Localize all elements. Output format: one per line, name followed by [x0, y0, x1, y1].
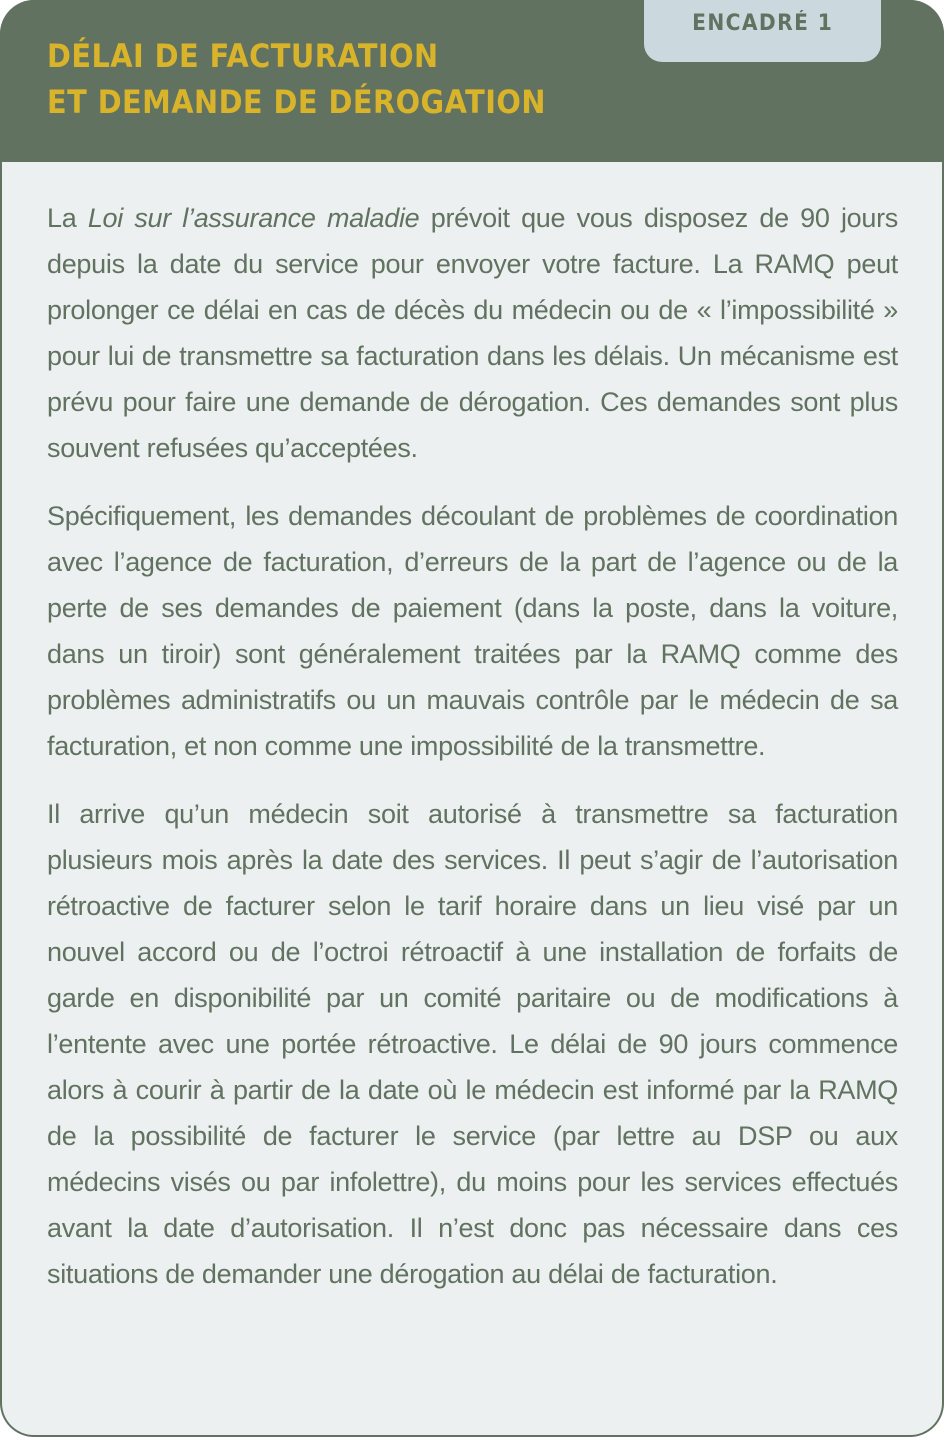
- law-title: Loi sur l’assurance maladie: [87, 203, 420, 233]
- paragraph-2: Spécifiquement, les demandes découlant de problèmes de coordination avec l’agence de facturation, d’erreurs de la part de l’agence ou de la perte de ses demandes de paiement (dans la poste, dans la voiture, dans un tiroir) sont généralement traitées par la RAMQ comme des problèmes administratifs ou un mauvais contrôle par le médecin de sa facturation, et non comme une impossibilité de la transmettre.: [47, 501, 898, 761]
- paragraph-1-prefix: La: [47, 203, 88, 233]
- box-number-label: ENCADRÉ 1: [691, 11, 834, 36]
- box-number-tab: [644, 0, 881, 62]
- paragraph-1-text: prévoit que vous disposez de 90 jours depuis la date du service pour envoyer votre facture. La RAMQ peut prolonger ce délai en cas de décès du médecin ou de « l’impossibilité » pour lui de transmettre sa facturation dans les délais. Un mécanisme est prévu pour faire une demande de dérogation. Ces demandes sont plus souvent refusées qu’acceptées.: [47, 203, 898, 463]
- paragraph-3: Il arrive qu’un médecin soit autorisé à transmettre sa facturation plusieurs mois après la date des services. Il peut s’agir de l’autorisation rétroactive de facturer selon le tarif horaire dans un lieu visé par un nouvel accord ou de l’octroi rétroactif à une installation de forfaits de garde en disponibilité par un comité paritaire ou de modifications à l’entente avec une portée rétroactive. Le délai de 90 jours commence alors à courir à partir de la date où le médecin est informé par la RAMQ de la possibilité de facturer le service (par lettre au DSP ou aux médecins visés ou par infolettre), du moins pour les services effectués avant la date d’autorisation. Il n’est donc pas nécessaire dans ces situations de demander une dérogation au délai de facturation.: [47, 799, 898, 1289]
- box-header: [0, 0, 944, 162]
- title-line-2: ET DEMANDE DE DÉROGATION: [47, 83, 546, 121]
- box-body: [2, 162, 942, 1435]
- paragraph-1: [47, 195, 898, 471]
- box-title: [47, 33, 546, 125]
- title-line-1: DÉLAI DE FACTURATION: [47, 37, 439, 75]
